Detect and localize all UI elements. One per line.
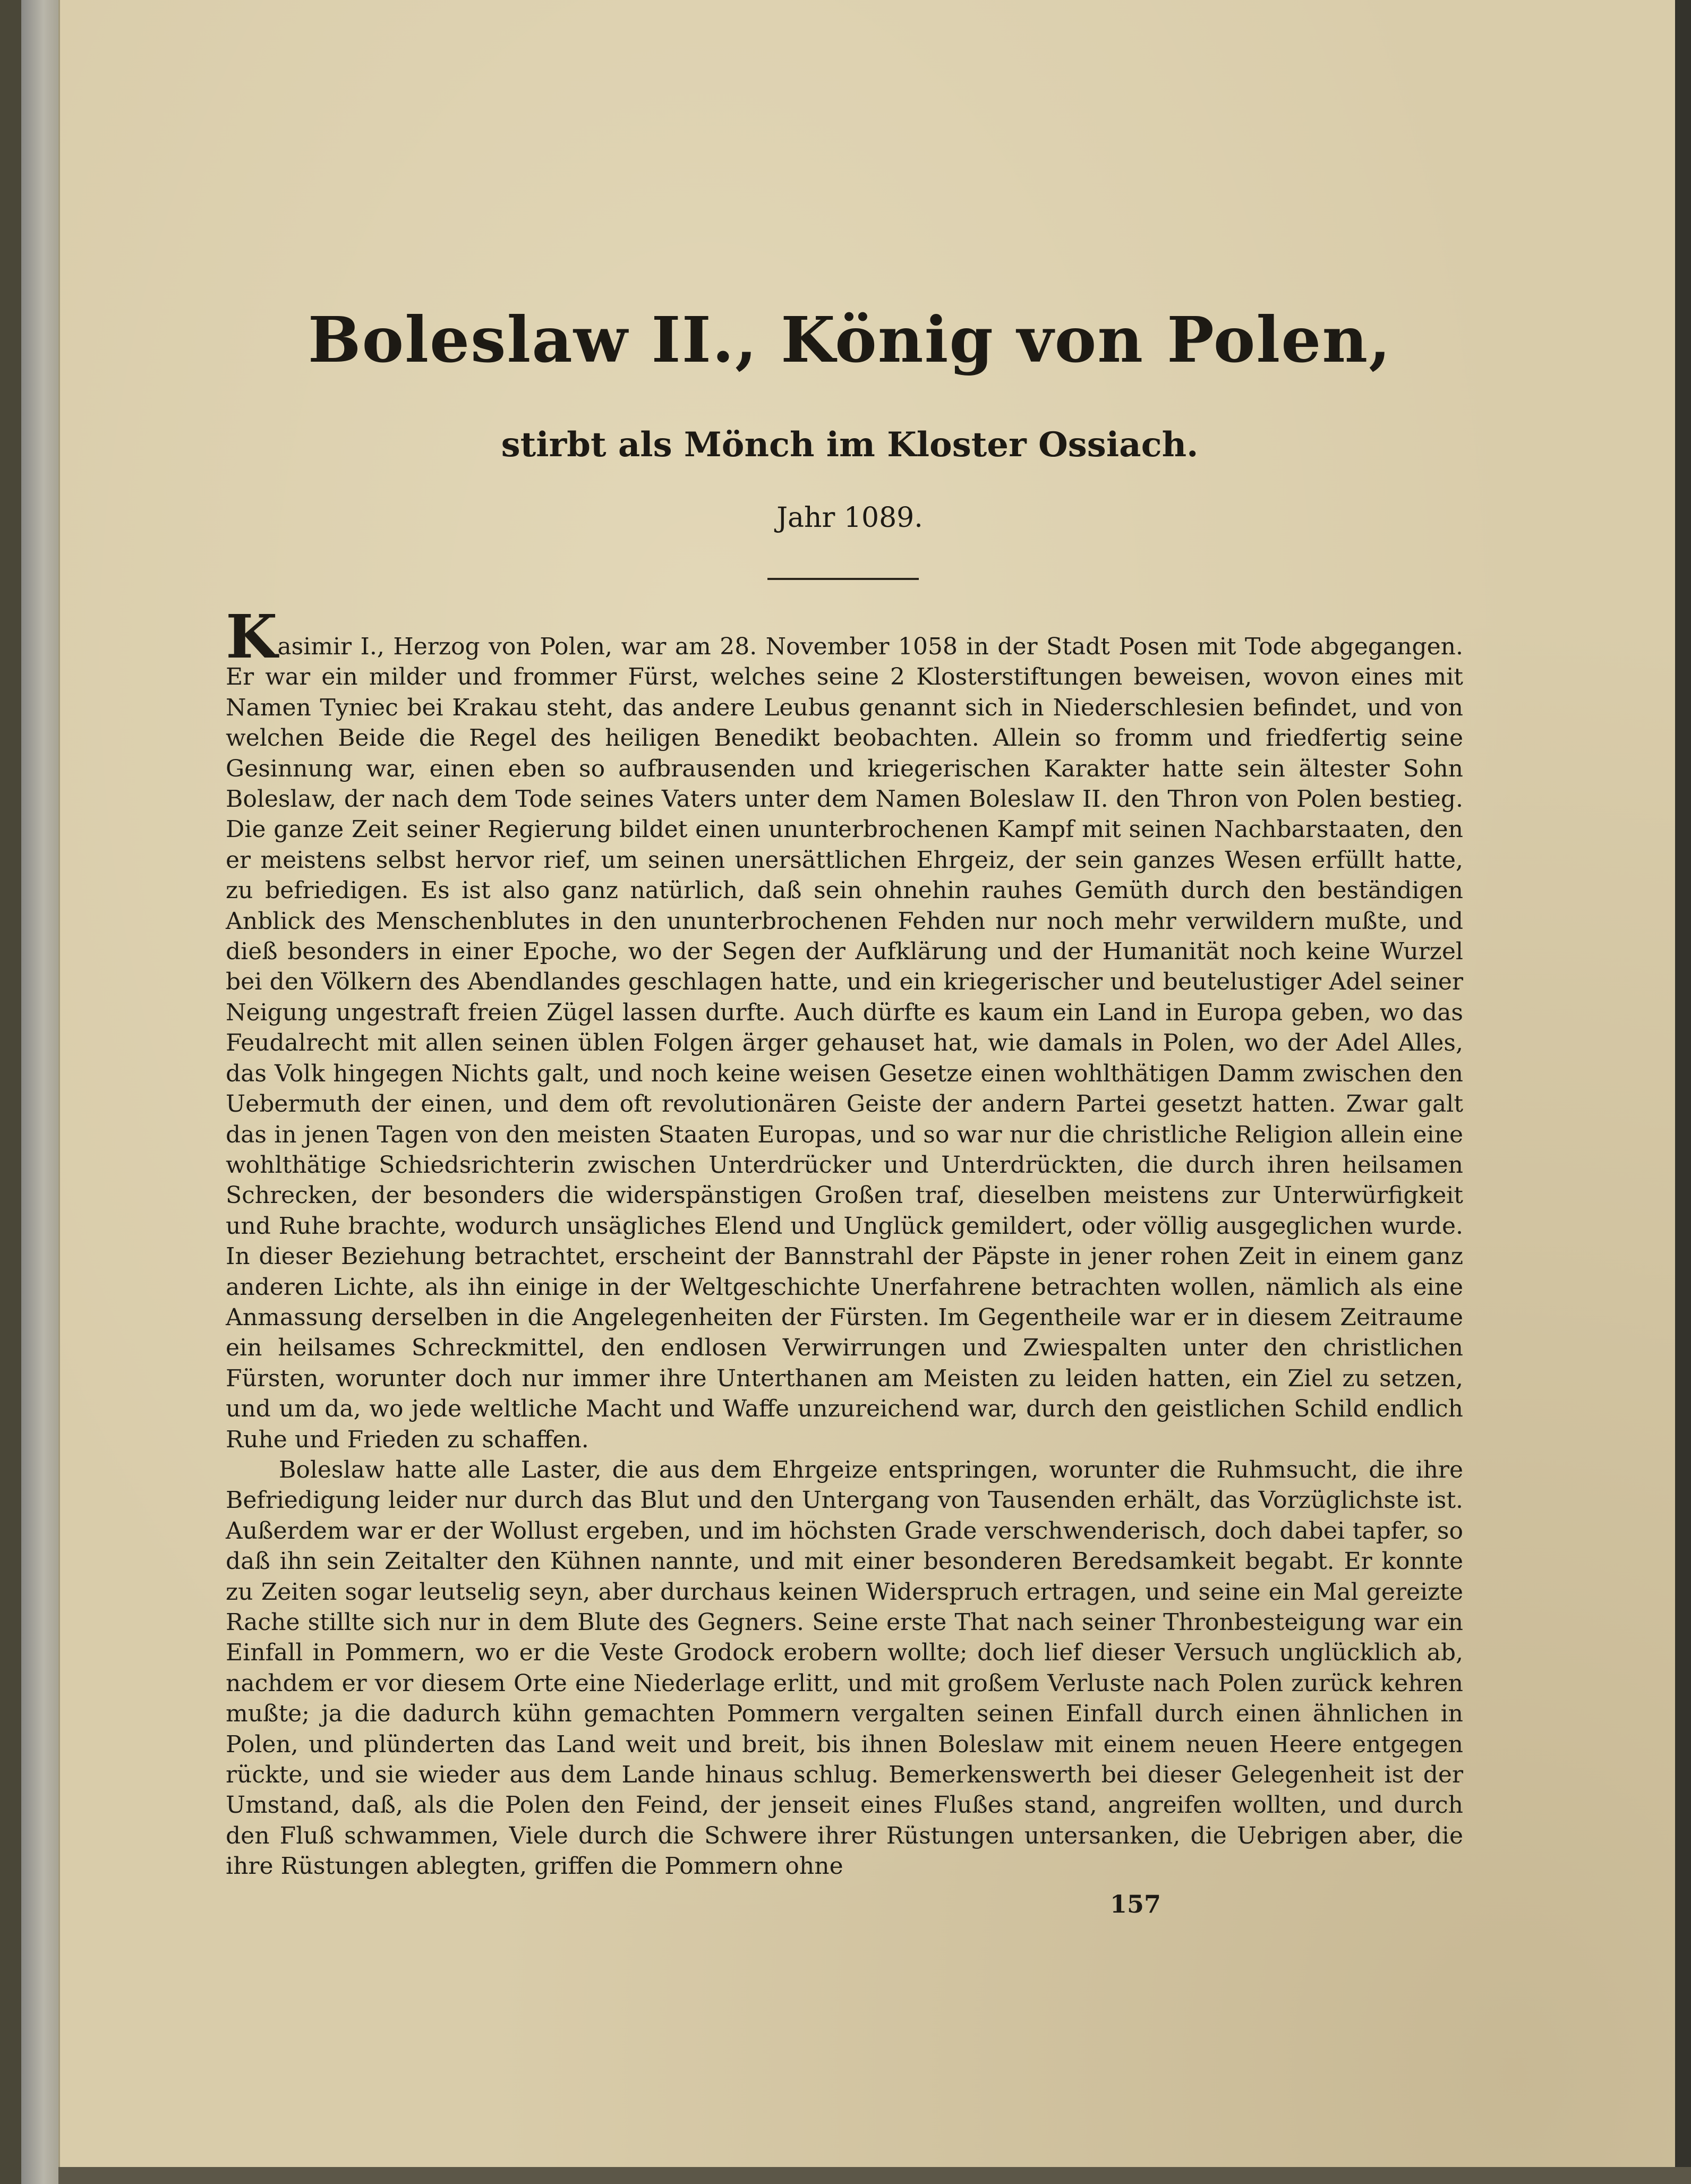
scan-border-right xyxy=(1675,0,1691,2184)
drop-cap: K xyxy=(226,602,278,672)
paragraph-1-text: asimir I., Herzog von Polen, war am 28. November 1058 in der Stadt Posen mit Tode abgegangen. Er war ein milder und frommer Fürst, welches seine 2 Klosterstiftungen beweisen, wovon eines mit Namen Tyniec bei Krakau steht, das andere Leubus genannt sich in Niederschlesien befindet, und von welchen Beide die Regel des heiligen Benedikt beobachten. Allein so fromm und friedfertig seine Gesinnung war, einen eben so aufbrausenden und kriegerischen Karakter hatte sein ältester Sohn Boleslaw, der nach dem Tode seines Vaters unter dem Namen Boleslaw II. den Thron von Polen bestieg. Die ganze Zeit seiner Regierung bildet einen ununterbrochenen Kampf mit seinen Nachbarstaaten, den er meistens selbst hervor rief, um seinen unersättlichen Ehrgeiz, der sein ganzes Wesen erfüllt hatte, zu befriedigen. Es ist also ganz natürlich, daß sein ohnehin rauhes Gemüth durch den beständigen Anblick des Menschenblutes in den ununterbrochenen Fehden nur noch mehr verwildern mußte, und dieß besonders in einer Epoche, wo der Segen der Aufklärung und der Humanität noch keine Wurzel bei den Völkern des Abendlandes geschlagen hatte, und ein kriegerischer und beutelustiger Adel seiner Neigung ungestraft freien Zügel lassen durfte. Auch dürfte es kaum ein Land in Europa geben, wo das Feudalrecht mit allen seinen üblen Folgen ärger gehauset hat, wie damals in Polen, wo der Adel Alles, das Volk hingegen Nichts galt, und noch keine weisen Gesetze einen wohlthätigen Damm zwischen den Uebermuth der einen, und dem oft revolutionären Geiste der andern Partei gesetzt hatten. Zwar galt das in jenen Tagen von den meisten Staaten Europas, und so war nur die christliche Religion allein eine wohlthätige Schiedsrichterin zwischen Unterdrücker und Unterdrückten, die durch ihren heilsamen Schrecken, der besonders die widerspänstigen Großen traf, dieselben meistens zur Unterwürfigkeit und Ruhe brachte, wodurch unsägliches Elend und Unglück gemildert, oder völlig ausgeglichen wurde. In dieser Beziehung betrachtet, erscheint der Bannstrahl der Päpste in jener rohen Zeit in einem ganz anderen Lichte, als ihn einige in der Weltgeschichte Unerfahrene betrachten wollen, nämlich als eine Anmassung derselben in die Angelegenheiten der Fürsten. Im Gegentheile war er in diesem Zeitraume ein heilsames Schreckmittel, den endlosen Verwirrungen und Zwiespalten unter den christlichen Fürsten, worunter doch nur immer ihre Unterthanen am Meisten zu leiden hatten, ein Ziel zu setzen, und um da, wo jede weltliche Macht und Waffe unzureichend war, durch den geistlichen Schild endlich Ruhe und Frieden zu schaffen. xyxy=(226,633,1463,1453)
page-subtitle: stirbt als Mönch im Kloster Ossiach. xyxy=(501,425,1199,465)
article-body xyxy=(226,602,1463,1882)
separator-rule xyxy=(767,578,919,580)
paragraph-2: Boleslaw hatte alle Laster, die aus dem Ehrgeize entspringen, worunter die Ruhmsucht, die ihre Befriedigung leider nur durch das Blut und den Untergang von Tausenden erhält, das Vorzüglichste ist. Außerdem war er der Wollust ergeben, und im höchsten Grade verschwenderisch, doch dabei tapfer, so daß ihn sein Zeitalter den Kühnen nannte, und mit einer besonderen Beredsamkeit begabt. Er konnte zu Zeiten sogar leutselig seyn, aber durchaus keinen Widerspruch ertragen, und seine ein Mal gereizte Rache stillte sich nur in dem Blute des Gegners. Seine erste That nach seiner Thronbesteigung war ein Einfall in Pommern, wo er die Veste Grodock erobern wollte; doch lief dieser Versuch unglücklich ab, nachdem er vor diesem Orte eine Niederlage erlitt, und mit großem Verluste nach Polen zurück kehren mußte; ja die dadurch kühn gemachten Pommern vergalten seinen Einfall durch einen ähnlichen in Polen, und plünderten das Land weit und breit, bis ihnen Boleslaw mit einem neuen Heere entgegen rückte, und sie wieder aus dem Lande hinaus schlug. Bemerkenswerth bei dieser Gelegenheit ist der Umstand, daß, als die Polen den Feind, der jenseit eines Flußes stand, angreifen wollten, und durch den Fluß schwammen, Viele durch die Schwere ihrer Rüstungen untersanken, die Uebrigen aber, die ihre Rüstungen ablegten, griffen die Pommern ohne xyxy=(226,1456,1463,1880)
year-line: Jahr 1089. xyxy=(776,502,923,534)
facing-page-edge xyxy=(21,0,58,2184)
paragraph-1 xyxy=(226,602,1463,1455)
page-title: Boleslaw II., König von Polen, xyxy=(308,303,1392,377)
book-gutter-shadow xyxy=(0,0,21,2184)
page-number: 157 xyxy=(1110,1890,1162,1918)
scan-border-bottom xyxy=(58,2167,1691,2184)
